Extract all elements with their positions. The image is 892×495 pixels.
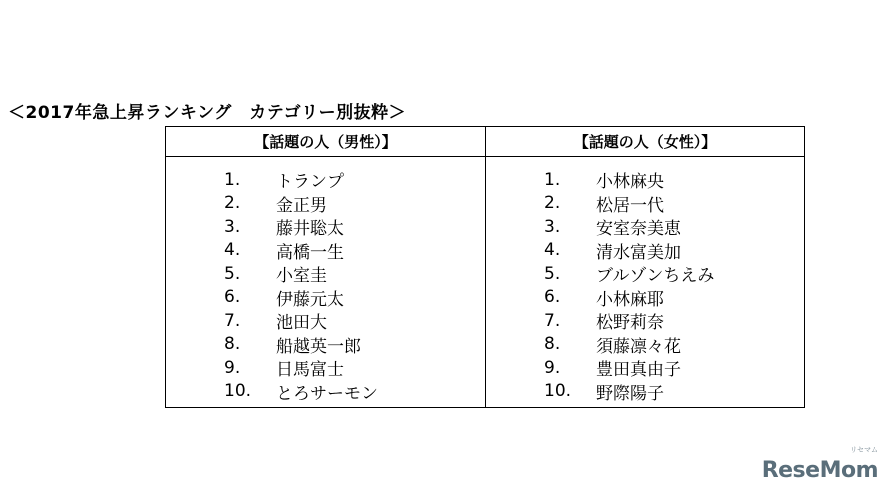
rank-number: 2. <box>544 193 561 214</box>
list-item <box>166 262 485 286</box>
female-column <box>485 127 804 407</box>
rank-number: 10. <box>544 381 572 402</box>
list-item <box>166 215 485 239</box>
list-item <box>166 239 485 263</box>
rank-number: 7. <box>544 310 561 331</box>
ranking-table <box>165 126 805 408</box>
rank-number: 9. <box>224 357 241 378</box>
list-item <box>486 286 804 310</box>
list-item <box>486 309 804 333</box>
person-name: 藤井聡太 <box>276 219 344 240</box>
resemom-logo: ReseMom <box>761 458 878 483</box>
person-name: トランプ <box>276 172 344 193</box>
person-name: 安室奈美恵 <box>596 219 681 240</box>
rank-number: 6. <box>224 287 241 308</box>
rank-number: 6. <box>544 287 561 308</box>
person-name: 伊藤元太 <box>276 289 344 310</box>
person-name: 松野莉奈 <box>596 313 664 334</box>
rank-number: 10. <box>224 381 252 402</box>
list-item <box>486 262 804 286</box>
person-name: とろサーモン <box>276 383 378 404</box>
person-name: 池田大 <box>276 313 327 334</box>
list-item <box>486 215 804 239</box>
list-item <box>166 309 485 333</box>
male-ranking-list <box>166 157 485 403</box>
person-name: 日馬富士 <box>276 360 344 381</box>
list-item <box>166 168 485 192</box>
person-name: 金正男 <box>276 195 327 216</box>
rank-number: 3. <box>224 216 241 237</box>
person-name: 清水富美加 <box>596 242 681 263</box>
rank-number: 5. <box>224 263 241 284</box>
list-item <box>166 380 485 404</box>
list-item <box>486 192 804 216</box>
person-name: 須藤凛々花 <box>596 336 681 357</box>
list-item <box>486 380 804 404</box>
person-name: 高橋一生 <box>276 242 344 263</box>
rank-number: 1. <box>544 169 561 190</box>
rank-number: 7. <box>224 310 241 331</box>
list-item <box>166 192 485 216</box>
list-item <box>166 333 485 357</box>
rank-number: 9. <box>544 357 561 378</box>
person-name: 小林麻央 <box>596 172 664 193</box>
person-name: 小室圭 <box>276 266 327 287</box>
rank-number: 2. <box>224 193 241 214</box>
list-item <box>486 356 804 380</box>
person-name: 船越英一郎 <box>276 336 361 357</box>
rank-number: 1. <box>224 169 241 190</box>
page-title: ＜2017年急上昇ランキング カテゴリー別抜粋＞ <box>8 103 407 123</box>
person-name: ブルゾンちえみ <box>596 266 715 287</box>
list-item <box>166 286 485 310</box>
female-ranking-list <box>486 157 804 403</box>
rank-number: 8. <box>544 334 561 355</box>
male-column-header: 【話題の人（男性）】 <box>166 127 485 157</box>
male-column <box>166 127 485 407</box>
person-name: 野際陽子 <box>596 383 664 404</box>
list-item <box>486 333 804 357</box>
female-column-header: 【話題の人（女性）】 <box>486 127 804 157</box>
person-name: 松居一代 <box>596 195 664 216</box>
list-item <box>166 356 485 380</box>
person-name: 小林麻耶 <box>596 289 664 310</box>
rank-number: 5. <box>544 263 561 284</box>
rank-number: 4. <box>544 240 561 261</box>
rank-number: 3. <box>544 216 561 237</box>
list-item <box>486 168 804 192</box>
rank-number: 8. <box>224 334 241 355</box>
list-item <box>486 239 804 263</box>
person-name: 豊田真由子 <box>596 360 681 381</box>
logo-kana: リセマム <box>850 446 878 454</box>
rank-number: 4. <box>224 240 241 261</box>
